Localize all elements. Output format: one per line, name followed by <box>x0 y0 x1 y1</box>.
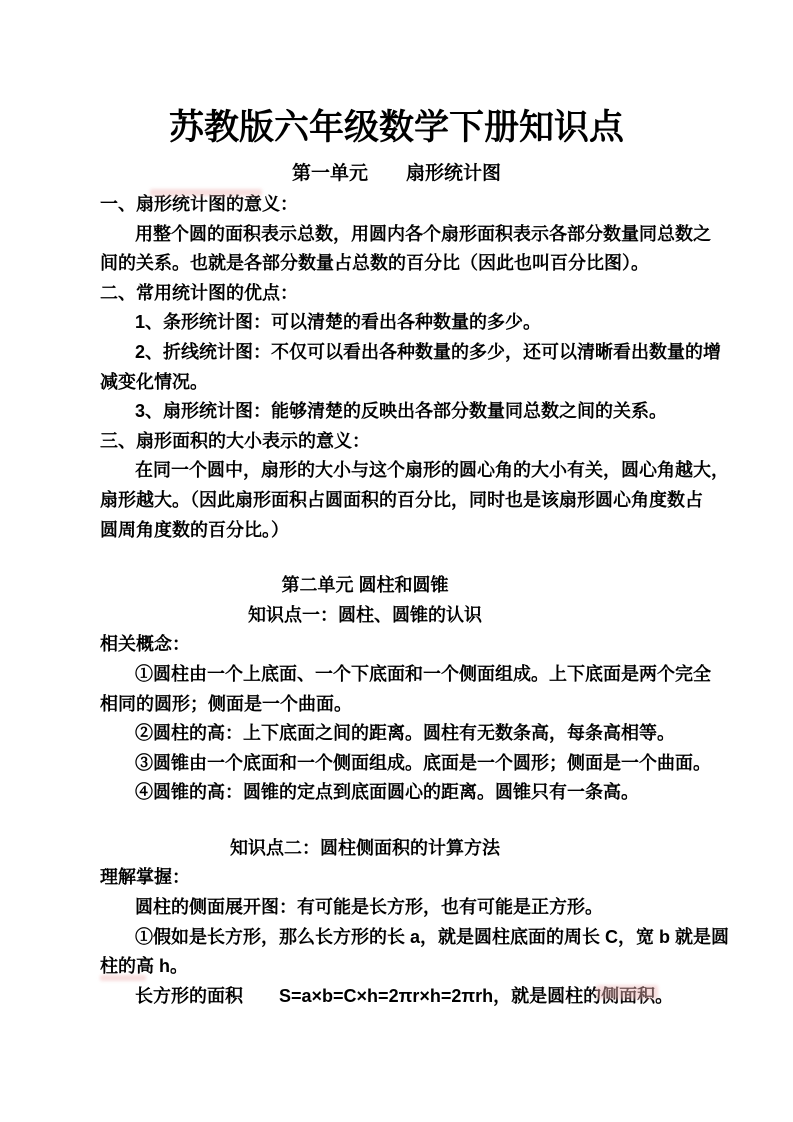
text-line: 间的关系。也就是各部分数量占总数的百分比（因此也叫百分比图）。 <box>100 253 649 274</box>
text-line: 二、常用统计图的优点： <box>100 282 298 303</box>
document-body <box>0 190 793 1011</box>
text-line: ①圆柱由一个上底面、一个下底面和一个侧面组成。上下底面是两个完全 <box>135 663 711 684</box>
text-line: 1、条形统计图：可以清楚的看出各种数量的多少。 <box>135 312 542 333</box>
text-line: 2、折线统计图：不仅可以看出各种数量的多少，还可以清晰看出数量的增 <box>135 341 722 362</box>
text-line: ④圆锥的高：圆锥的定点到底面圆心的距离。圆锥只有一条高。 <box>135 782 639 803</box>
text-line: 用整个圆的面积表示总数，用圆内各个扇形面积表示各部分数量同总数之 <box>135 223 711 244</box>
text-line: 柱的高 h。 <box>100 956 188 977</box>
text-line: 相同的圆形；侧面是一个曲面。 <box>100 693 352 714</box>
text-line: 圆柱的侧面展开图：有可能是长方形，也有可能是正方形。 <box>135 897 603 918</box>
text-line: 理解掌握： <box>100 867 190 888</box>
text-line: 相关概念： <box>100 634 190 655</box>
heading-line: 知识点一：圆柱、圆锥的认识 <box>248 604 482 625</box>
page-title: 苏教版六年级数学下册知识点 <box>168 108 624 147</box>
text-line: 圆周角度数的百分比。） <box>100 519 289 540</box>
text-line: 三、扇形面积的大小表示的意义： <box>100 430 370 451</box>
text-line: 长方形的面积 S=a×b=C×h=2πr×h=2πrh，就是圆柱的侧面积。 <box>135 985 674 1006</box>
text-line: 减变化情况。 <box>100 371 208 392</box>
text-line: 在同一个圆中，扇形的大小与这个扇形的圆心角的大小有关，圆心角越大， <box>135 460 729 481</box>
heading-line: 知识点二：圆柱侧面积的计算方法 <box>230 837 500 858</box>
heading-line: 第二单元 圆柱和圆锥 <box>281 575 449 596</box>
text-line: 扇形越大。（因此扇形面积占圆面积的百分比，同时也是该扇形圆心角度数占 <box>100 489 703 510</box>
text-line: 3、扇形统计图：能够清楚的反映出各部分数量同总数之间的关系。 <box>135 401 668 422</box>
text-line: ①假如是长方形，那么长方形的长 a，就是圆柱底面的周长 C，宽 b 就是圆 <box>135 926 730 947</box>
blank-line <box>100 808 793 834</box>
text-line: ②圆柱的高：上下底面之间的距离。圆柱有无数条高，每条高相等。 <box>135 723 675 744</box>
text-line: 一、扇形统计图的意义： <box>100 194 298 214</box>
text-line: ③圆锥由一个底面和一个侧面组成。底面是一个圆形；侧面是一个曲面。 <box>135 752 711 773</box>
blank-line <box>100 545 793 571</box>
unit-subtitle: 第一单元 扇形统计图 <box>291 163 501 184</box>
